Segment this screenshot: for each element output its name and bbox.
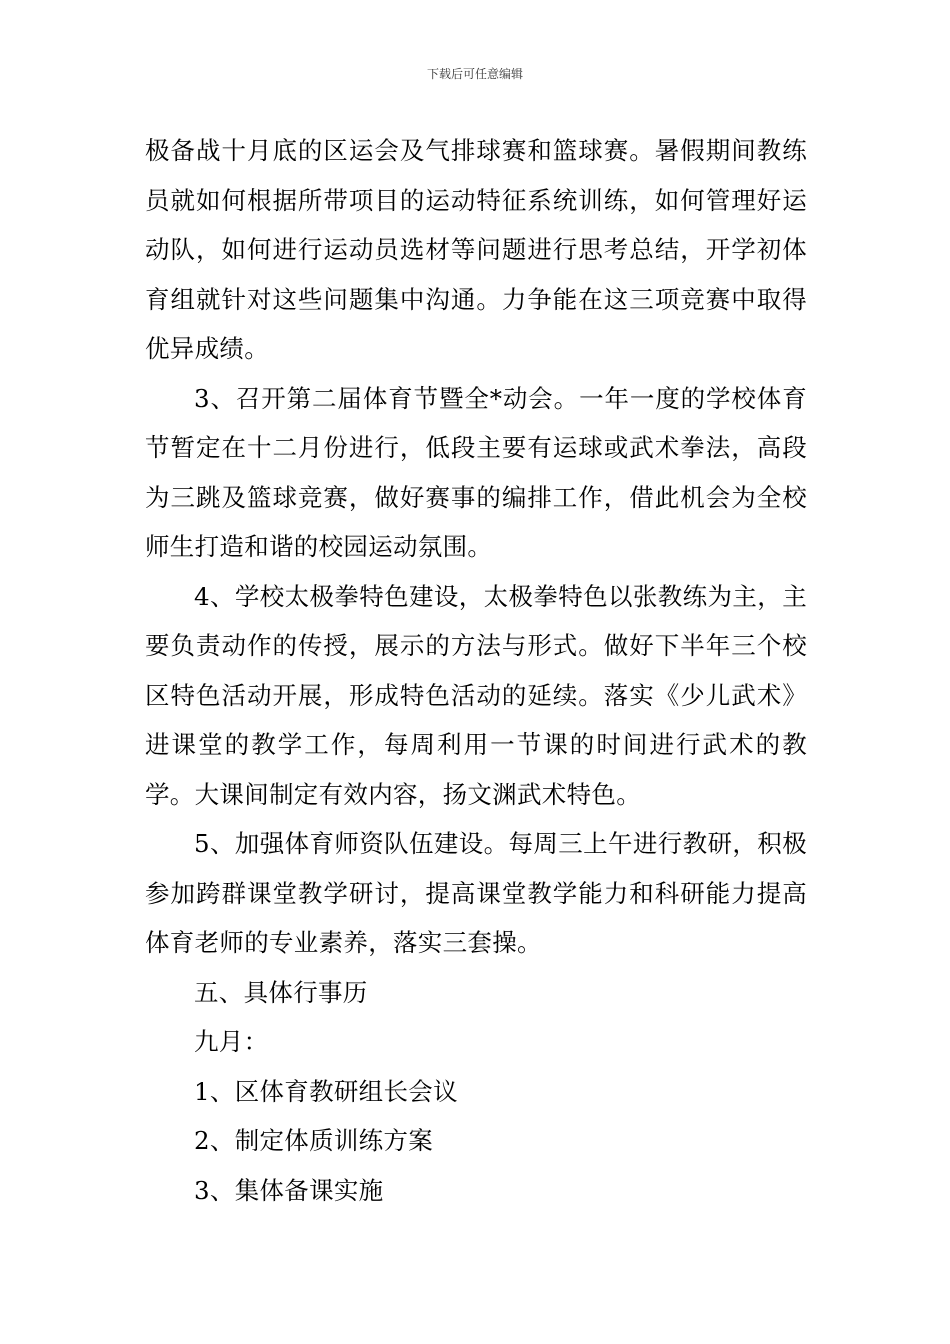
schedule-item-3: 3、集体备课实施 [194,1175,384,1205]
month-heading: 九月： [194,1027,269,1056]
paragraph-continuation: 极备战十月底的区运会及气排球赛和篮球赛。暑假期间教练员就如何根据所带项目的运动特征系统训练，如何管理好运动队，如何进行运动员选材等问题进行思考总结，开学初体育组就针对这些问题集中沟通。力争能在这三项竞赛中取得优异成绩。 [145,136,807,363]
page-header-note: 下载后可任意编辑 [426,67,523,81]
schedule-item-1: 1、区体育教研组长会议 [194,1076,458,1106]
schedule-item-2: 2、制定体质训练方案 [194,1126,434,1155]
paragraph-item-4: 4、学校太极拳特色建设，太极拳特色以张教练为主，主要负责动作的传授，展示的方法与形式。做好下半年三个校区特色活动开展，形成特色活动的延续。落实《少儿武术》进课堂的教学工作，每周利用一节课的时间进行武术的教学。大课间制定有效内容，扬文渊武术特色。 [145,581,807,809]
paragraph-item-5: 5、加强体育师资队伍建设。每周三上午进行教研，积极参加跨群课堂教学研讨，提高课堂教学能力和科研能力提高体育老师的专业素养，落实三套操。 [145,829,807,957]
section-heading: 五、具体行事历 [194,977,368,1007]
paragraph-item-3: 3、召开第二届体育节暨全*动会。一年一度的学校体育节暂定在十二月份进行，低段主要有运球或武术拳法，高段为三跳及篮球竞赛，做好赛事的编排工作，借此机会为全校师生打造和谐的校园运动氛围。 [145,383,807,561]
document-body [145,126,807,1215]
